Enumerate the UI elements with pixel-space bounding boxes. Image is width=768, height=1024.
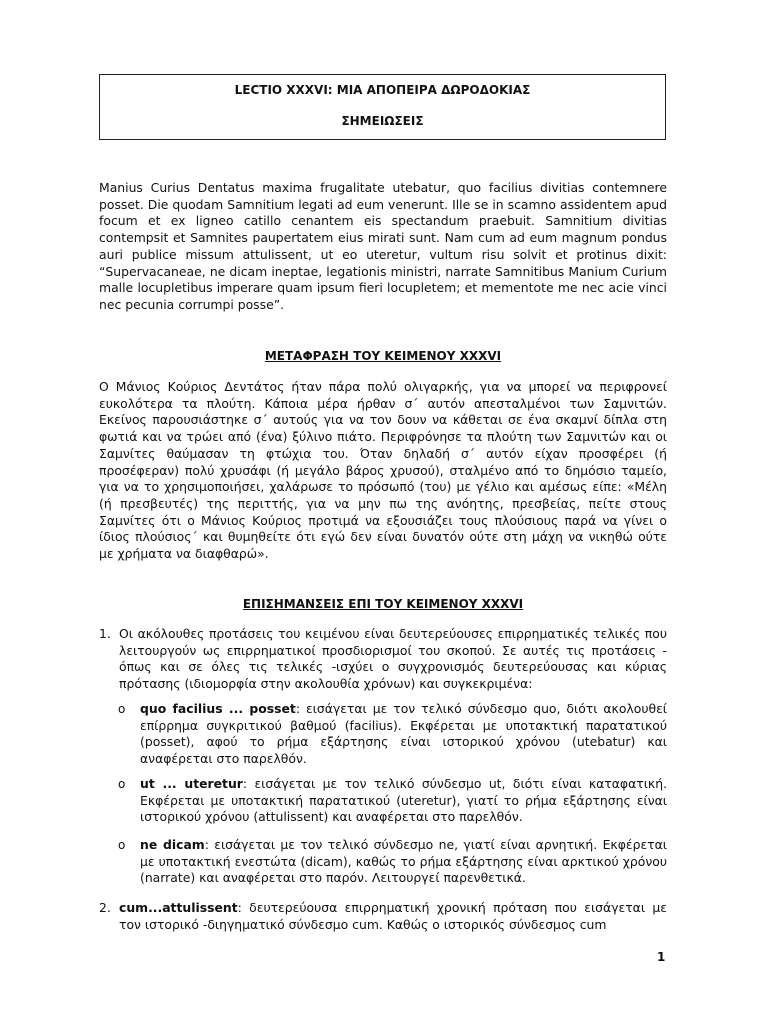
document-subtitle: ΣΗΜΕΙΩΣΕΙΣ bbox=[341, 114, 424, 128]
document-title: LECTIO XXXVI: ΜΙΑ ΑΠΟΠΕΙΡΑ ΔΩΡΟΔΟΚΙΑΣ bbox=[234, 83, 531, 97]
item-number: 2. bbox=[99, 900, 111, 915]
translation-text: Ο Μάνιος Κούριος Δεντάτος ήταν πάρα πολύ ολιγαρκής, για να μπορεί να περιφρονεί ευκολότερα τα πλούτη. Κάποια μέρα ήρθαν σ΄ αυτόν απεσταλμένοι των Σαμνιτών. Εκείνος παρουσιάστηκε σ΄ αυτούς για να τον δουν να κάθεται σε ένα σκαμνί δίπλα στη φωτιά και να τρώει από (ένα) ξύλινο πιάτο. Περιφρόνησε τα πλούτη των Σαμνιτών και οι Σαμνίτες θαύμασαν τη φτώχια του. Όταν δηλαδή σ΄ αυτόν είχαν προσφέρει (ή προσέφεραν) πολύ χρυσάφι (ή μεγάλο βάρος χρυσού), σταλμένο από το δημόσιο ταμείο, για να το χρησιμοποιήσει, χαλάρωσε το πρόσωπό (του) με γέλιο και αμέσως είπε: «Μέλη (ή πρεσβευτές) της περιττής, για να μην πω της ανόητης, πρεσβείας, πείτε στους Σαμνίτες ότι ο Μάνιος Κούριος προτιμά να εξουσιάζει τους πλούσιους παρά να γίνει ο ίδιος πλούσιος΄ και θυμηθείτε ότι εγώ δεν είναι δυνατόν ούτε στη μάχη να νικηθώ ούτε με χρήματα να διαφθαρώ». bbox=[99, 379, 667, 562]
sub-item-text bbox=[140, 837, 667, 887]
item-explanation: : δευτερεύουσα επιρρηματική χρονική πρόταση που εισάγεται με τον ιστορικό -διηγηματικό σύνδεσμο cum. Καθώς ο ιστορικός σύνδεσμος cum bbox=[119, 900, 667, 932]
translation-heading: ΜΕΤΑΦΡΑΣΗ ΤΟΥ ΚΕΙΜΕΝΟΥ XXXVI bbox=[264, 349, 502, 363]
sub-item-explanation: : εισάγεται με τον τελικό σύνδεσμο ne, γιατί είναι αρνητική. Εκφέρεται με υποτακτική ενεστώτα (dicam), καθώς το ρήμα εξάρτησης είναι αρκτικού χρόνου (narrate) και αναφέρεται στο παρόν. Λειτουργεί παρενθετικά. bbox=[140, 837, 667, 886]
sub-item-term: ne dicam bbox=[140, 837, 205, 852]
bullet-icon: o bbox=[118, 838, 126, 852]
item-text bbox=[119, 900, 667, 933]
item-term: cum...attulissent bbox=[119, 900, 238, 915]
notes-heading: ΕΠΙΣΗΜΑΝΣΕΙΣ ΕΠΙ ΤΟΥ ΚΕΙΜΕΝΟΥ XXXVI bbox=[242, 597, 524, 611]
bullet-icon: o bbox=[118, 777, 126, 791]
bullet-icon: o bbox=[118, 702, 126, 716]
item-text: Οι ακόλουθες προτάσεις του κειμένου είναι δευτερεύουσες επιρρηματικές τελικές που λειτουργούν ως επιρρηματικοί προσδιορισμοί του σκοπού. Σε αυτές τις προτάσεις - όπως και σε όλες τις τελικές -ισχύει ο συγχρονισμός δευτερεύουσας και κύριας πρότασης (ιδιομορφία στην ακολουθία χρόνων) και συγκεκριμένα: bbox=[119, 626, 667, 692]
sub-item-term: quo facilius ... posset bbox=[140, 701, 296, 716]
sub-item-text bbox=[140, 701, 667, 768]
sub-item-explanation: : εισάγεται με τον τελικό σύνδεσμο quo, διότι ακολουθεί επίρρημα συγκριτικού βαθμού (facilius). Εκφέρεται με υποτακτική παρατατικού (posset), αφού το ρήμα εξάρτησης είναι ιστορικού χρόνου (utebatur) και αναφέρεται στο παρελθόν. bbox=[140, 701, 667, 767]
sub-item-explanation: : εισάγεται με τον τελικό σύνδεσμο ut, διότι είναι καταφατική. Εκφέρεται με υποτακτική παρατατικού (uteretur), γιατί το ρήμα εξάρτησης είναι ιστορικού χρόνου (attulissent) και αναφέρεται στο παρελθόν. bbox=[140, 776, 668, 825]
page-number: 1 bbox=[657, 950, 666, 964]
latin-text: Manius Curius Dentatus maxima frugalitate utebatur, quo facilius divitias contemnere posset. Die quodam Samnitium legati ad eum venerunt. Ille se in scamno assidentem apud focum et ex ligneo catillo cenantem eis spectandum praebuit. Samnitium divitias contempsit et Samnites paupertatem eius mirati sunt. Nam cum ad eum magnum pondus auri publice missum attulissent, ut eo uteretur, vultum risu solvit et protinus dixit: “Supervacaneae, ne dicam ineptae, legationis ministri, narrate Samnitibus Manium Curium malle locupletibus imperare quam ipsum fieri locupletem; et mementote me nec acie vinci nec pecunia corrumpi posse”. bbox=[99, 180, 667, 312]
sub-item-text bbox=[140, 776, 667, 826]
sub-item-term: ut ... uteretur bbox=[140, 776, 243, 791]
title-box bbox=[99, 74, 666, 140]
item-number: 1. bbox=[99, 626, 111, 641]
